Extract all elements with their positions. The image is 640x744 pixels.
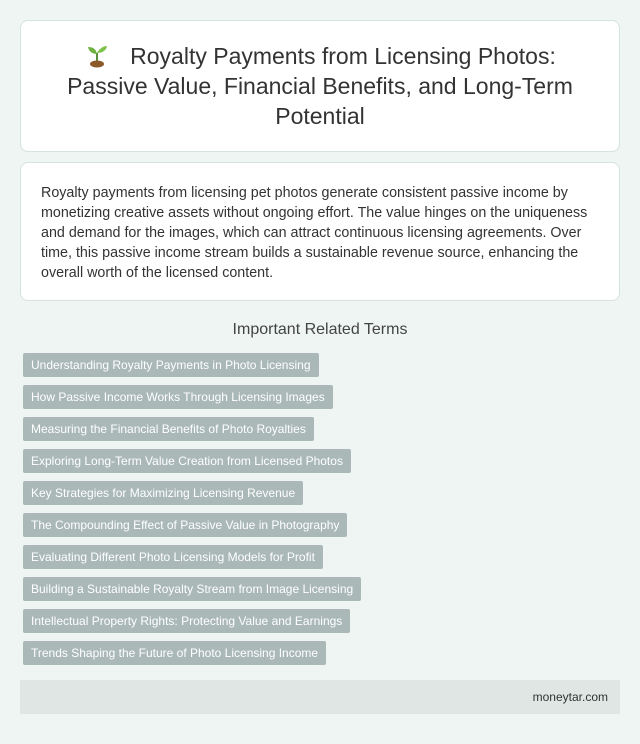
page-title	[61, 41, 579, 131]
summary-card	[20, 162, 620, 301]
list-item	[23, 577, 361, 601]
related-term-tag[interactable]: Evaluating Different Photo Licensing Models for Profit	[23, 545, 323, 569]
related-term-tag[interactable]: Intellectual Property Rights: Protecting Value and Earnings	[23, 609, 350, 633]
list-item	[23, 353, 361, 377]
related-term-tag[interactable]: The Compounding Effect of Passive Value in Photography	[23, 513, 347, 537]
related-term-tag[interactable]: Key Strategies for Maximizing Licensing Revenue	[23, 481, 303, 505]
list-item	[23, 609, 361, 633]
list-item	[23, 417, 361, 441]
list-item	[23, 513, 361, 537]
title-card	[20, 20, 620, 152]
related-term-tag[interactable]: How Passive Income Works Through Licensing Images	[23, 385, 333, 409]
related-term-tag[interactable]: Understanding Royalty Payments in Photo Licensing	[23, 353, 319, 377]
seedling-icon	[84, 42, 110, 68]
list-item	[23, 481, 361, 505]
footer-site-link[interactable]: moneytar.com	[532, 690, 608, 704]
related-term-tag[interactable]: Trends Shaping the Future of Photo Licensing Income	[23, 641, 326, 665]
list-item	[23, 385, 361, 409]
footer	[20, 680, 620, 714]
page-title-text: Royalty Payments from Licensing Photos: Passive Value, Financial Benefits, and Long-Term Potential	[67, 43, 573, 129]
related-terms-list	[23, 353, 361, 673]
list-item	[23, 449, 361, 473]
related-term-tag[interactable]: Exploring Long-Term Value Creation from Licensed Photos	[23, 449, 351, 473]
related-terms-heading: Important Related Terms	[232, 321, 408, 338]
list-item	[23, 641, 361, 665]
related-term-tag[interactable]: Measuring the Financial Benefits of Photo Royalties	[23, 417, 314, 441]
summary-text: Royalty payments from licensing pet photos generate consistent passive income by monetizing creative assets without ongoing effort. The value hinges on the uniqueness and demand for the images, which can attract continuous licensing agreements. Over time, this passive income stream builds a sustainable revenue source, enhancing the overall worth of the licensed content.	[41, 185, 588, 281]
list-item	[23, 545, 361, 569]
related-term-tag[interactable]: Building a Sustainable Royalty Stream from Image Licensing	[23, 577, 361, 601]
